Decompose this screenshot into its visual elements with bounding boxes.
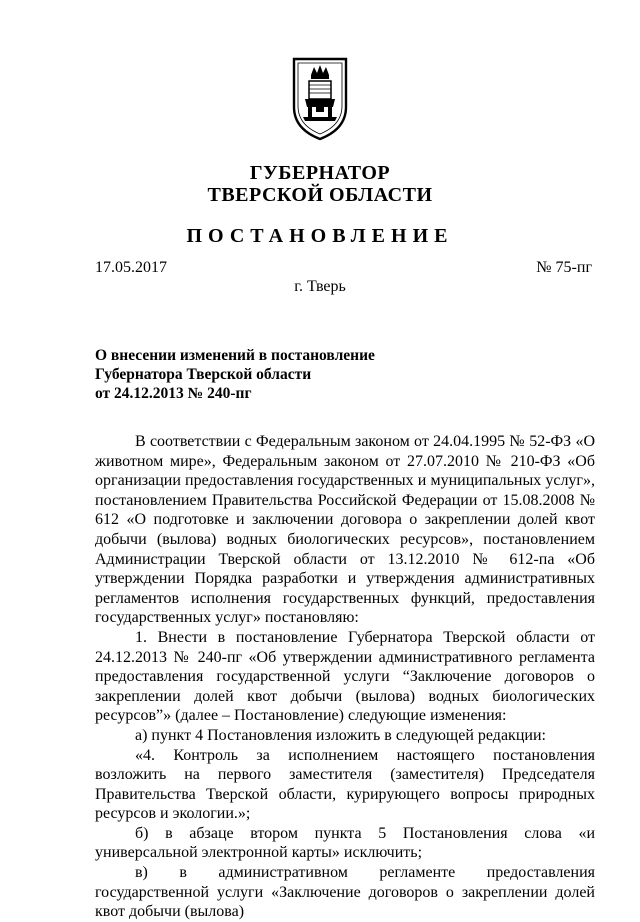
body-paragraph: а) пункт 4 Постановления изложить в следующей редакции: [135,726,546,744]
body-paragraph: В соответствии с Федеральным законом от 24.04.1995 № 52-ФЗ «О животном мире», Федеральным законом от 27.07.2010 № 210-ФЗ «Об организации предоставления государственных и муниципальных услуг», постановлением Правительства Российской Федерации от 15.08.2008 № 612 «О подготовке и заключении договора о закреплении долей квот добычи (вылова) водных биологических ресурсов», постановлением Администрации Тверской области от 13.12.2010 № 612-па «Об утверждении Порядка разработки и утверждения административных регламентов исполнения государственных функций, предоставления государственных услуг» постановляю: [95,433,595,627]
decree-heading: ПОСТАНОВЛЕНИЕ [186,225,454,247]
body-paragraph: 1. Внести в постановление Губернатора Тверской области от 24.12.2013 № 240-пг «Об утверждении административного регламента предоставления государственной услуги “Заключение договоров о закреплении долей квот добычи (вылова) водных биологических ресурсов”» (далее – Постановление) следующие изменения: [95,628,595,725]
coat-of-arms-icon [290,55,350,141]
decree-body [95,432,595,922]
decree-subject [95,346,375,403]
governor-title: ГУБЕРНАТОР [249,162,391,184]
decree-number: № 75-пг [536,259,592,276]
decree-city: г. Тверь [294,278,346,295]
subject-line: О внесении изменений в постановление [95,347,375,364]
decree-date: 17.05.2017 [95,259,167,276]
subject-line: Губернатора Тверской области [95,366,312,383]
body-paragraph: б) в абзаце втором пункта 5 Постановления слова «и универсальной электронной карты» исключить; [95,824,595,862]
region-title: ТВЕРСКОЙ ОБЛАСТИ [207,184,433,206]
body-paragraph: «4. Контроль за исполнением настоящего постановления возложить на первого заместителя (заместителя) Председателя Правительства Тверской области, курирующего вопросы природных ресурсов и экологии.»; [95,746,595,823]
subject-line: от 24.12.2013 № 240-пг [95,385,252,402]
body-paragraph: в) в административном регламенте предоставления государственной услуги «Заключение договоров о закреплении долей квот добычи (вылова) [95,864,595,921]
